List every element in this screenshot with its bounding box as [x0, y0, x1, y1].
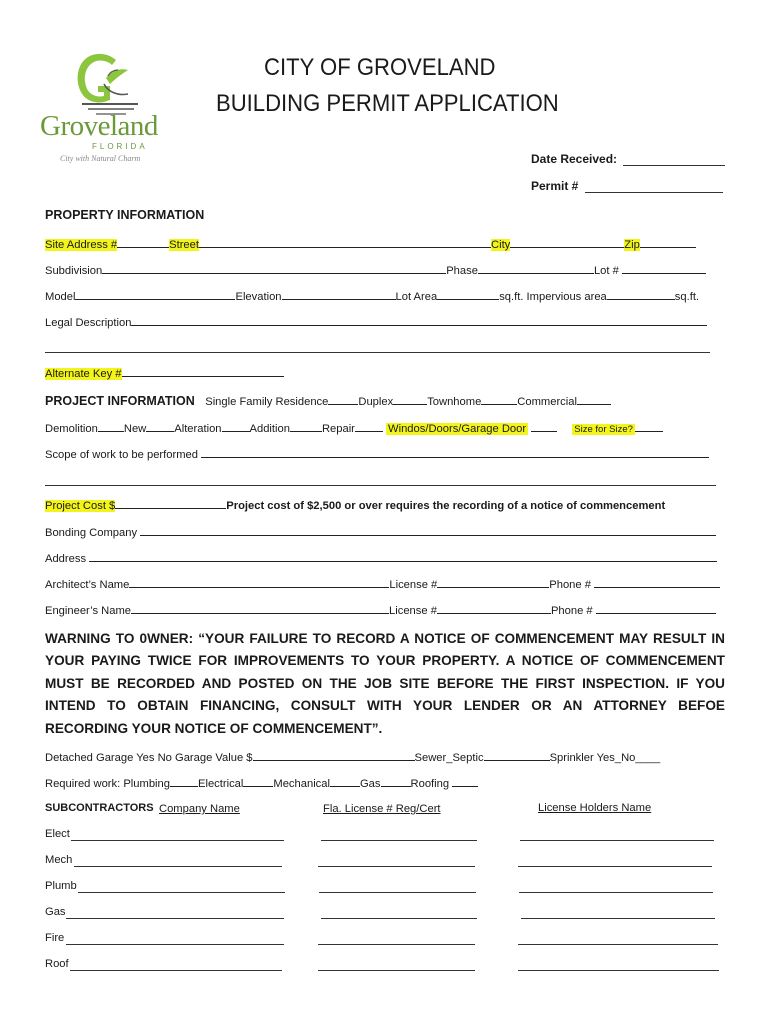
- col-license-holders: License Holders Name: [538, 802, 652, 814]
- scope-label: Scope of work to be performed: [45, 449, 198, 461]
- new-field[interactable]: [146, 420, 174, 432]
- mechanical-field[interactable]: [330, 775, 360, 787]
- roof-holder-field[interactable]: [518, 970, 719, 971]
- electrical-label: Electrical: [198, 778, 244, 790]
- address-field[interactable]: [89, 550, 717, 562]
- bonding-row: [45, 524, 716, 539]
- col-company-name: Company Name: [159, 803, 240, 815]
- alteration-label: Alteration: [174, 423, 222, 435]
- scope-row: [45, 446, 709, 461]
- engineer-phone-label: Phone #: [550, 605, 593, 617]
- project-heading: PROJECT INFORMATION: [45, 394, 195, 408]
- plumb-company-field[interactable]: [78, 892, 285, 893]
- project-cost-field[interactable]: [115, 497, 226, 509]
- impervious-label: sq.ft. Impervious area: [499, 291, 607, 303]
- garage-label: Detached Garage Yes No Garage Value $: [45, 752, 253, 764]
- address-row: [45, 550, 717, 565]
- street-field[interactable]: [199, 236, 491, 248]
- elevation-field[interactable]: [282, 288, 396, 300]
- windows-doors-label: Windos/Doors/Garage Door: [388, 423, 527, 435]
- model-row: [45, 288, 699, 303]
- architect-phone-label: Phone #: [549, 579, 591, 591]
- mech-holder-field[interactable]: [518, 866, 712, 867]
- architect-name-field[interactable]: [129, 576, 389, 588]
- architect-license-field[interactable]: [437, 576, 549, 588]
- alteration-field[interactable]: [222, 420, 250, 432]
- architect-phone-field[interactable]: [594, 576, 720, 588]
- engineer-license-label: License #: [389, 605, 437, 617]
- subcontractors-heading: SUBCONTRACTORS: [45, 802, 154, 814]
- sewer-septic-field[interactable]: [484, 749, 550, 761]
- elevation-label: Elevation: [235, 291, 282, 303]
- architect-license-label: License #: [389, 579, 438, 591]
- engineer-row: [45, 602, 716, 617]
- address-label: Address: [45, 553, 87, 565]
- townhome-field[interactable]: [481, 393, 517, 405]
- groveland-logo-mark: [38, 48, 178, 118]
- project-cost-label: Project Cost $: [45, 500, 116, 512]
- cost-note: Project cost of $2,500 or over requires the recording of a notice of commencement: [226, 500, 666, 512]
- lot-field[interactable]: [622, 262, 706, 274]
- engineer-name-field[interactable]: [131, 602, 389, 614]
- roofing-field[interactable]: [452, 775, 478, 787]
- plumbing-label: Required work: Plumbing: [45, 778, 170, 790]
- legal-row: [45, 314, 707, 329]
- gas-license-field[interactable]: [321, 918, 477, 919]
- zip-label: Zip: [624, 239, 640, 251]
- legal-description-field[interactable]: [131, 314, 707, 326]
- addition-field[interactable]: [290, 420, 322, 432]
- phase-label: Phase: [446, 265, 478, 277]
- demolition-label: Demolition: [45, 423, 98, 435]
- roof-company-field[interactable]: [70, 970, 282, 971]
- elect-company-field[interactable]: [71, 840, 284, 841]
- lot-area-label: Lot Area: [395, 291, 438, 303]
- engineer-license-field[interactable]: [437, 602, 551, 614]
- subdivision-field[interactable]: [102, 262, 446, 274]
- repair-field[interactable]: [355, 420, 383, 432]
- model-field[interactable]: [75, 288, 235, 300]
- permit-number-label: Permit #: [531, 179, 579, 193]
- sfr-label: Single Family Residence: [205, 396, 329, 408]
- page-title-line1: CITY OF GROVELAND: [264, 54, 496, 81]
- fire-license-field[interactable]: [318, 944, 475, 945]
- sprinkler-label: Sprinkler Yes_No____: [549, 752, 661, 764]
- fire-company-field[interactable]: [66, 944, 284, 945]
- duplex-field[interactable]: [393, 393, 427, 405]
- size-for-size-label: Size for Size?: [574, 424, 633, 435]
- sub-row-label: Roof: [45, 958, 69, 970]
- engineer-name-label: Engineer’s Name: [45, 605, 132, 617]
- city-label: City: [491, 239, 511, 251]
- bonding-company-field[interactable]: [140, 524, 716, 536]
- elect-license-field[interactable]: [321, 840, 477, 841]
- plumb-license-field[interactable]: [319, 892, 476, 893]
- property-heading: PROPERTY INFORMATION: [45, 208, 205, 222]
- logo: [38, 48, 178, 168]
- electrical-field[interactable]: [243, 775, 273, 787]
- scope-field[interactable]: [201, 446, 709, 458]
- lot-area-field[interactable]: [437, 288, 499, 300]
- repair-label: Repair: [321, 423, 355, 435]
- engineer-phone-field[interactable]: [596, 602, 716, 614]
- windows-doors-field[interactable]: [531, 420, 557, 432]
- date-received-label: Date Received:: [531, 152, 618, 166]
- model-label: Model: [45, 291, 76, 303]
- city-field[interactable]: [510, 236, 624, 248]
- page-title-line2: BUILDING PERMIT APPLICATION: [216, 90, 559, 117]
- commercial-field[interactable]: [577, 393, 611, 405]
- duplex-label: Duplex: [358, 396, 394, 408]
- gas-field[interactable]: [381, 775, 411, 787]
- garage-value-field[interactable]: [253, 749, 415, 761]
- permit-number-field[interactable]: [585, 192, 723, 193]
- architect-row: [45, 576, 720, 591]
- roof-license-field[interactable]: [318, 970, 475, 971]
- fire-holder-field[interactable]: [518, 944, 718, 945]
- townhome-label: Townhome: [427, 396, 482, 408]
- commercial-label: Commercial: [517, 396, 577, 408]
- project-row: [45, 392, 611, 410]
- site-address-field[interactable]: [117, 236, 169, 248]
- plumbing-field[interactable]: [170, 775, 198, 787]
- lot-label: Lot #: [593, 265, 619, 277]
- logo-state: FLORIDA: [92, 142, 148, 151]
- sfr-field[interactable]: [328, 393, 358, 405]
- elect-holder-field[interactable]: [520, 840, 714, 841]
- impervious-field[interactable]: [607, 288, 675, 300]
- mech-license-field[interactable]: [318, 866, 475, 867]
- gas-holder-field[interactable]: [521, 918, 715, 919]
- sewer-septic-label: Sewer_Septic: [414, 752, 484, 764]
- logo-tagline: City with Natural Charm: [60, 154, 141, 163]
- scope-field-2[interactable]: [45, 485, 716, 486]
- legal-description-label: Legal Description: [45, 317, 132, 329]
- size-for-size-field[interactable]: [635, 420, 663, 432]
- alt-key-row: [45, 365, 284, 380]
- gas-company-field[interactable]: [66, 918, 284, 919]
- bonding-company-label: Bonding Company: [45, 527, 138, 539]
- mech-company-field[interactable]: [74, 866, 282, 867]
- required-work-row: [45, 775, 478, 790]
- site-address-row: [45, 236, 696, 251]
- work-type-row: [45, 420, 663, 435]
- mechanical-label: Mechanical: [273, 778, 330, 790]
- demolition-field[interactable]: [98, 420, 124, 432]
- logo-name: Groveland: [40, 110, 158, 142]
- legal-description-field-2[interactable]: [45, 352, 710, 353]
- alternate-key-label: Alternate Key #: [45, 368, 122, 380]
- new-label: New: [123, 423, 147, 435]
- gas-label: Gas: [359, 778, 381, 790]
- sub-row-label: Elect: [45, 828, 70, 840]
- warning-text: WARNING TO 0WNER: “YOUR FAILURE TO RECORD A NOTICE OF COMMENCEMENT MAY RESULT IN YOUR PAYING TWICE FOR IMPROVEMENTS TO YOUR PROPERTY. A NOTICE OF COMMENCEMENT MUST BE RECORDED AND POSTED ON THE JOB SITE BEFORE THE FIRST INSPECTION. IF YOU INTEND TO OBTAIN FINANCING, CONSULT WITH YOUR LENDER OR AN ATTORNEY BEFOE RECORDING YOUR NOTICE OF COMMENCEMENT”.: [45, 631, 725, 736]
- roofing-label: Roofing: [410, 778, 450, 790]
- cost-row: [45, 497, 665, 512]
- addition-label: Addition: [249, 423, 290, 435]
- sub-row-label: Plumb: [45, 880, 77, 892]
- plumb-holder-field[interactable]: [519, 892, 713, 893]
- zip-field[interactable]: [640, 236, 696, 248]
- architect-name-label: Architect’s Name: [45, 579, 130, 591]
- sub-row-label: Mech: [45, 854, 73, 866]
- sqft-label: sq.ft.: [674, 291, 700, 303]
- site-address-label: Site Address #: [45, 239, 118, 251]
- sub-row-label: Fire: [45, 932, 65, 944]
- subdivision-row: [45, 262, 706, 277]
- garage-row: [45, 749, 660, 764]
- subdivision-label: Subdivision: [45, 265, 103, 277]
- col-fla-license: Fla. License # Reg/Cert: [323, 803, 441, 815]
- street-label: Street: [169, 239, 199, 251]
- phase-field[interactable]: [478, 262, 594, 274]
- alternate-key-field[interactable]: [122, 365, 284, 377]
- sub-row-label: Gas: [45, 906, 66, 918]
- date-received-field[interactable]: [623, 165, 725, 166]
